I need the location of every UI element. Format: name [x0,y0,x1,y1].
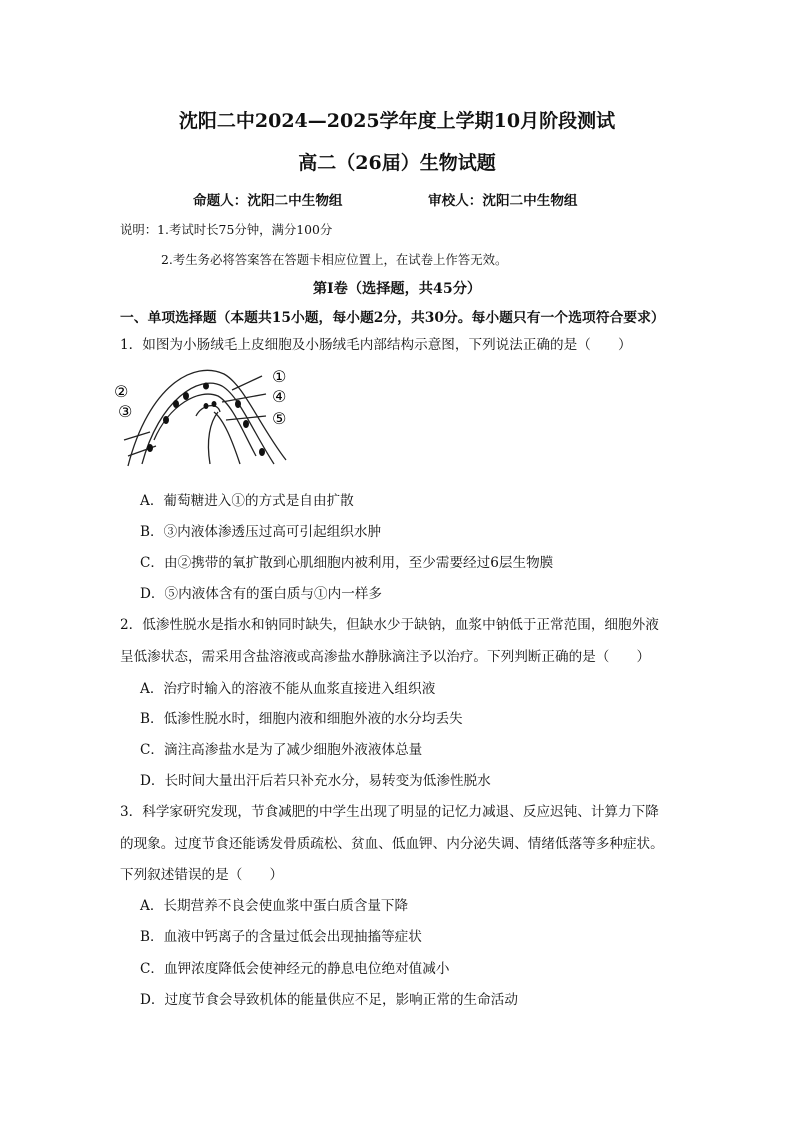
question-2-stem-line-2: 呈低渗状态，需采用含盐溶液或高渗盐水静脉滴注予以治疗。下列判断正确的是（ ） [120,649,651,665]
question-1-stem: 1．如图为小肠绒毛上皮细胞及小肠绒毛内部结构示意图，下列说法正确的是（ ） [120,337,632,353]
q3-option-a: A．长期营养不良会使血浆中蛋白质含量下降 [140,898,409,914]
question-2-stem-line-1: 2．低渗性脱水是指水和钠同时缺失，但缺水少于缺钠，血浆中钠低于正常范围，细胞外液 [120,617,659,633]
note-line-1: 说明：1.考试时长75分钟，满分100分 [120,222,333,237]
figure-label-4: ④ [272,387,287,406]
villus-diagram [114,360,304,475]
question-3-stem-line-3: 下列叙述错误的是（ ） [120,867,284,883]
q1-option-d: D．⑤内液体含有的蛋白质与①内一样多 [140,586,382,602]
q1-option-a: A．葡萄糖进入①的方式是自由扩散 [140,493,354,509]
reviewer-line: 审校人：沈阳二中生物组 [428,193,578,209]
figure-label-1: ① [272,367,287,386]
figure-label-5: ⑤ [272,409,287,428]
q2-option-b: B．低渗性脱水时，细胞内液和细胞外液的水分均丢失 [140,711,463,727]
q2-option-c: C．滴注高渗盐水是为了减少细胞外液液体总量 [140,742,423,758]
q3-option-d: D．过度节食会导致机体的能量供应不足，影响正常的生命活动 [140,992,518,1008]
question-3-stem-line-2: 的现象。过度节食还能诱发骨质疏松、贫血、低血钾、内分泌失调、情绪低落等多种症状。 [120,836,664,852]
figure-label-3: ③ [118,402,133,421]
setter-line: 命题人：沈阳二中生物组 [193,193,343,209]
note-line-2: 2.考生务必将答案答在答题卡相应位置上，在试卷上作答无效。 [161,252,508,267]
q1-option-c: C．由②携带的氧扩散到心肌细胞内被利用，至少需要经过6层生物膜 [140,555,554,571]
section-title: 一、单项选择题（本题共15小题，每小题2分，共30分。每小题只有一个选项符合要求） [120,310,665,326]
part-title: 第Ⅰ卷（选择题，共45分） [312,281,482,297]
question-3-stem-line-1: 3．科学家研究发现，节食减肥的中学生出现了明显的记忆力减退、反应迟钝、计算力下降 [120,804,659,820]
q2-option-a: A．治疗时输入的溶液不能从血浆直接进入组织液 [140,681,436,697]
exam-title: 沈阳二中2024—2025学年度上学期10月阶段测试 [178,110,616,132]
exam-subtitle: 高二（26届）生物试题 [298,152,496,174]
q1-option-b: B．③内液体渗透压过高可引起组织水肿 [140,524,382,540]
figure-label-2: ② [114,382,129,401]
q2-option-d: D．长时间大量出汗后若只补充水分，易转变为低渗性脱水 [140,773,491,789]
q3-option-c: C．血钾浓度降低会使神经元的静息电位绝对值减小 [140,961,450,977]
q3-option-b: B．血液中钙离子的含量过低会出现抽搐等症状 [140,929,422,945]
